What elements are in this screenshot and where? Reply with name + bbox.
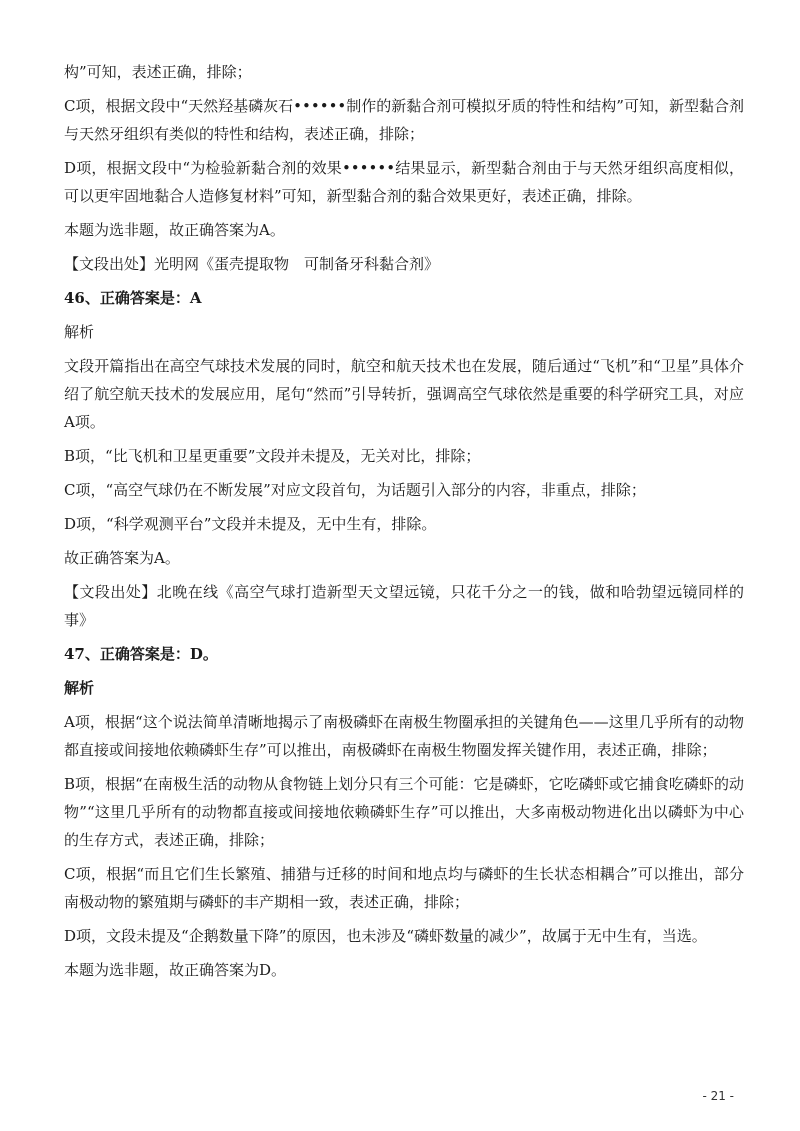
paragraph-option-d-45: D项，根据文段中“为检验新黏合剂的效果••••••结果显示，新型黏合剂由于与天然牙组织高度相似，可以更牢固地黏合人造修复材料”可知，新型黏合剂的黏合效果更好，表述正确，排除。 bbox=[64, 159, 744, 205]
paragraph-answer-45: 本题为选非题，故正确答案为A。 bbox=[64, 221, 285, 239]
paragraph-option-c-47: C项，根据“而且它们生长繁殖、捕猎与迁移的时间和地点均与磷虾的生长状态相耦合”可以推出，部分南极动物的繁殖期与磷虾的丰产期相一致，表述正确，排除； bbox=[64, 865, 744, 911]
label-analysis-46: 解析 bbox=[64, 323, 95, 341]
paragraph-option-b-46: B项，“比飞机和卫星更重要”文段并未提及，无关对比，排除； bbox=[64, 447, 481, 465]
paragraph-option-c-45: C项，根据文段中“天然羟基磷灰石••••••制作的新黏合剂可模拟牙质的特性和结构”可知，新型黏合剂与天然牙组织有类似的特性和结构，表述正确，排除； bbox=[64, 97, 744, 143]
paragraph-analysis-46: 文段开篇指出在高空气球技术发展的同时，航空和航天技术也在发展，随后通过“飞机”和“卫星”具体介绍了航空航天技术的发展应用，尾句“然而”引导转折，强调高空气球依然是重要的科学研究工具，对应A项。 bbox=[64, 357, 744, 431]
paragraph-answer-47: 本题为选非题，故正确答案为D。 bbox=[64, 961, 287, 979]
paragraph-option-b-47: B项，根据“在南极生活的动物从食物链上划分只有三个可能：它是磷虾，它吃磷虾或它捕食吃磷虾的动物”“这里几乎所有的动物都直接或间接地依赖磷虾生存”可以推出，大多南极动物进化出以磷虾为中心的生存方式，表述正确，排除； bbox=[64, 775, 744, 849]
page-number: - 21 - bbox=[702, 1089, 734, 1103]
heading-question-46: 46、正确答案是：A bbox=[64, 289, 202, 307]
paragraph-option-d-47: D项，文段未提及“企鹅数量下降”的原因，也未涉及“磷虾数量的减少”，故属于无中生有，当选。 bbox=[64, 927, 707, 945]
paragraph-source-45: 【文段出处】光明网《蛋壳提取物 可制备牙科黏合剂》 bbox=[64, 255, 440, 273]
label-analysis-47: 解析 bbox=[64, 679, 95, 697]
paragraph-option-c-46: C项，“高空气球仍在不断发展”对应文段首句，为话题引入部分的内容，非重点，排除； bbox=[64, 481, 646, 499]
paragraph-answer-46: 故正确答案为A。 bbox=[64, 549, 180, 567]
paragraph-option-d-46: D项，“科学观测平台”文段并未提及，无中生有，排除。 bbox=[64, 515, 437, 533]
paragraph-option-a-47: A项，根据“这个说法简单清晰地揭示了南极磷虾在南极生物圈承担的关键角色——这里几乎所有的动物都直接或间接地依赖磷虾生存”可以推出，南极磷虾在南极生物圈发挥关键作用，表述正确，排除； bbox=[64, 713, 744, 759]
paragraph-source-46: 【文段出处】北晚在线《高空气球打造新型天文望远镜，只花千分之一的钱，做和哈勃望远镜同样的事》 bbox=[64, 583, 744, 629]
paragraph-continuation: 构”可知，表述正确，排除； bbox=[64, 63, 252, 81]
heading-question-47: 47、正确答案是：D。 bbox=[64, 645, 218, 663]
document-page bbox=[64, 58, 744, 990]
